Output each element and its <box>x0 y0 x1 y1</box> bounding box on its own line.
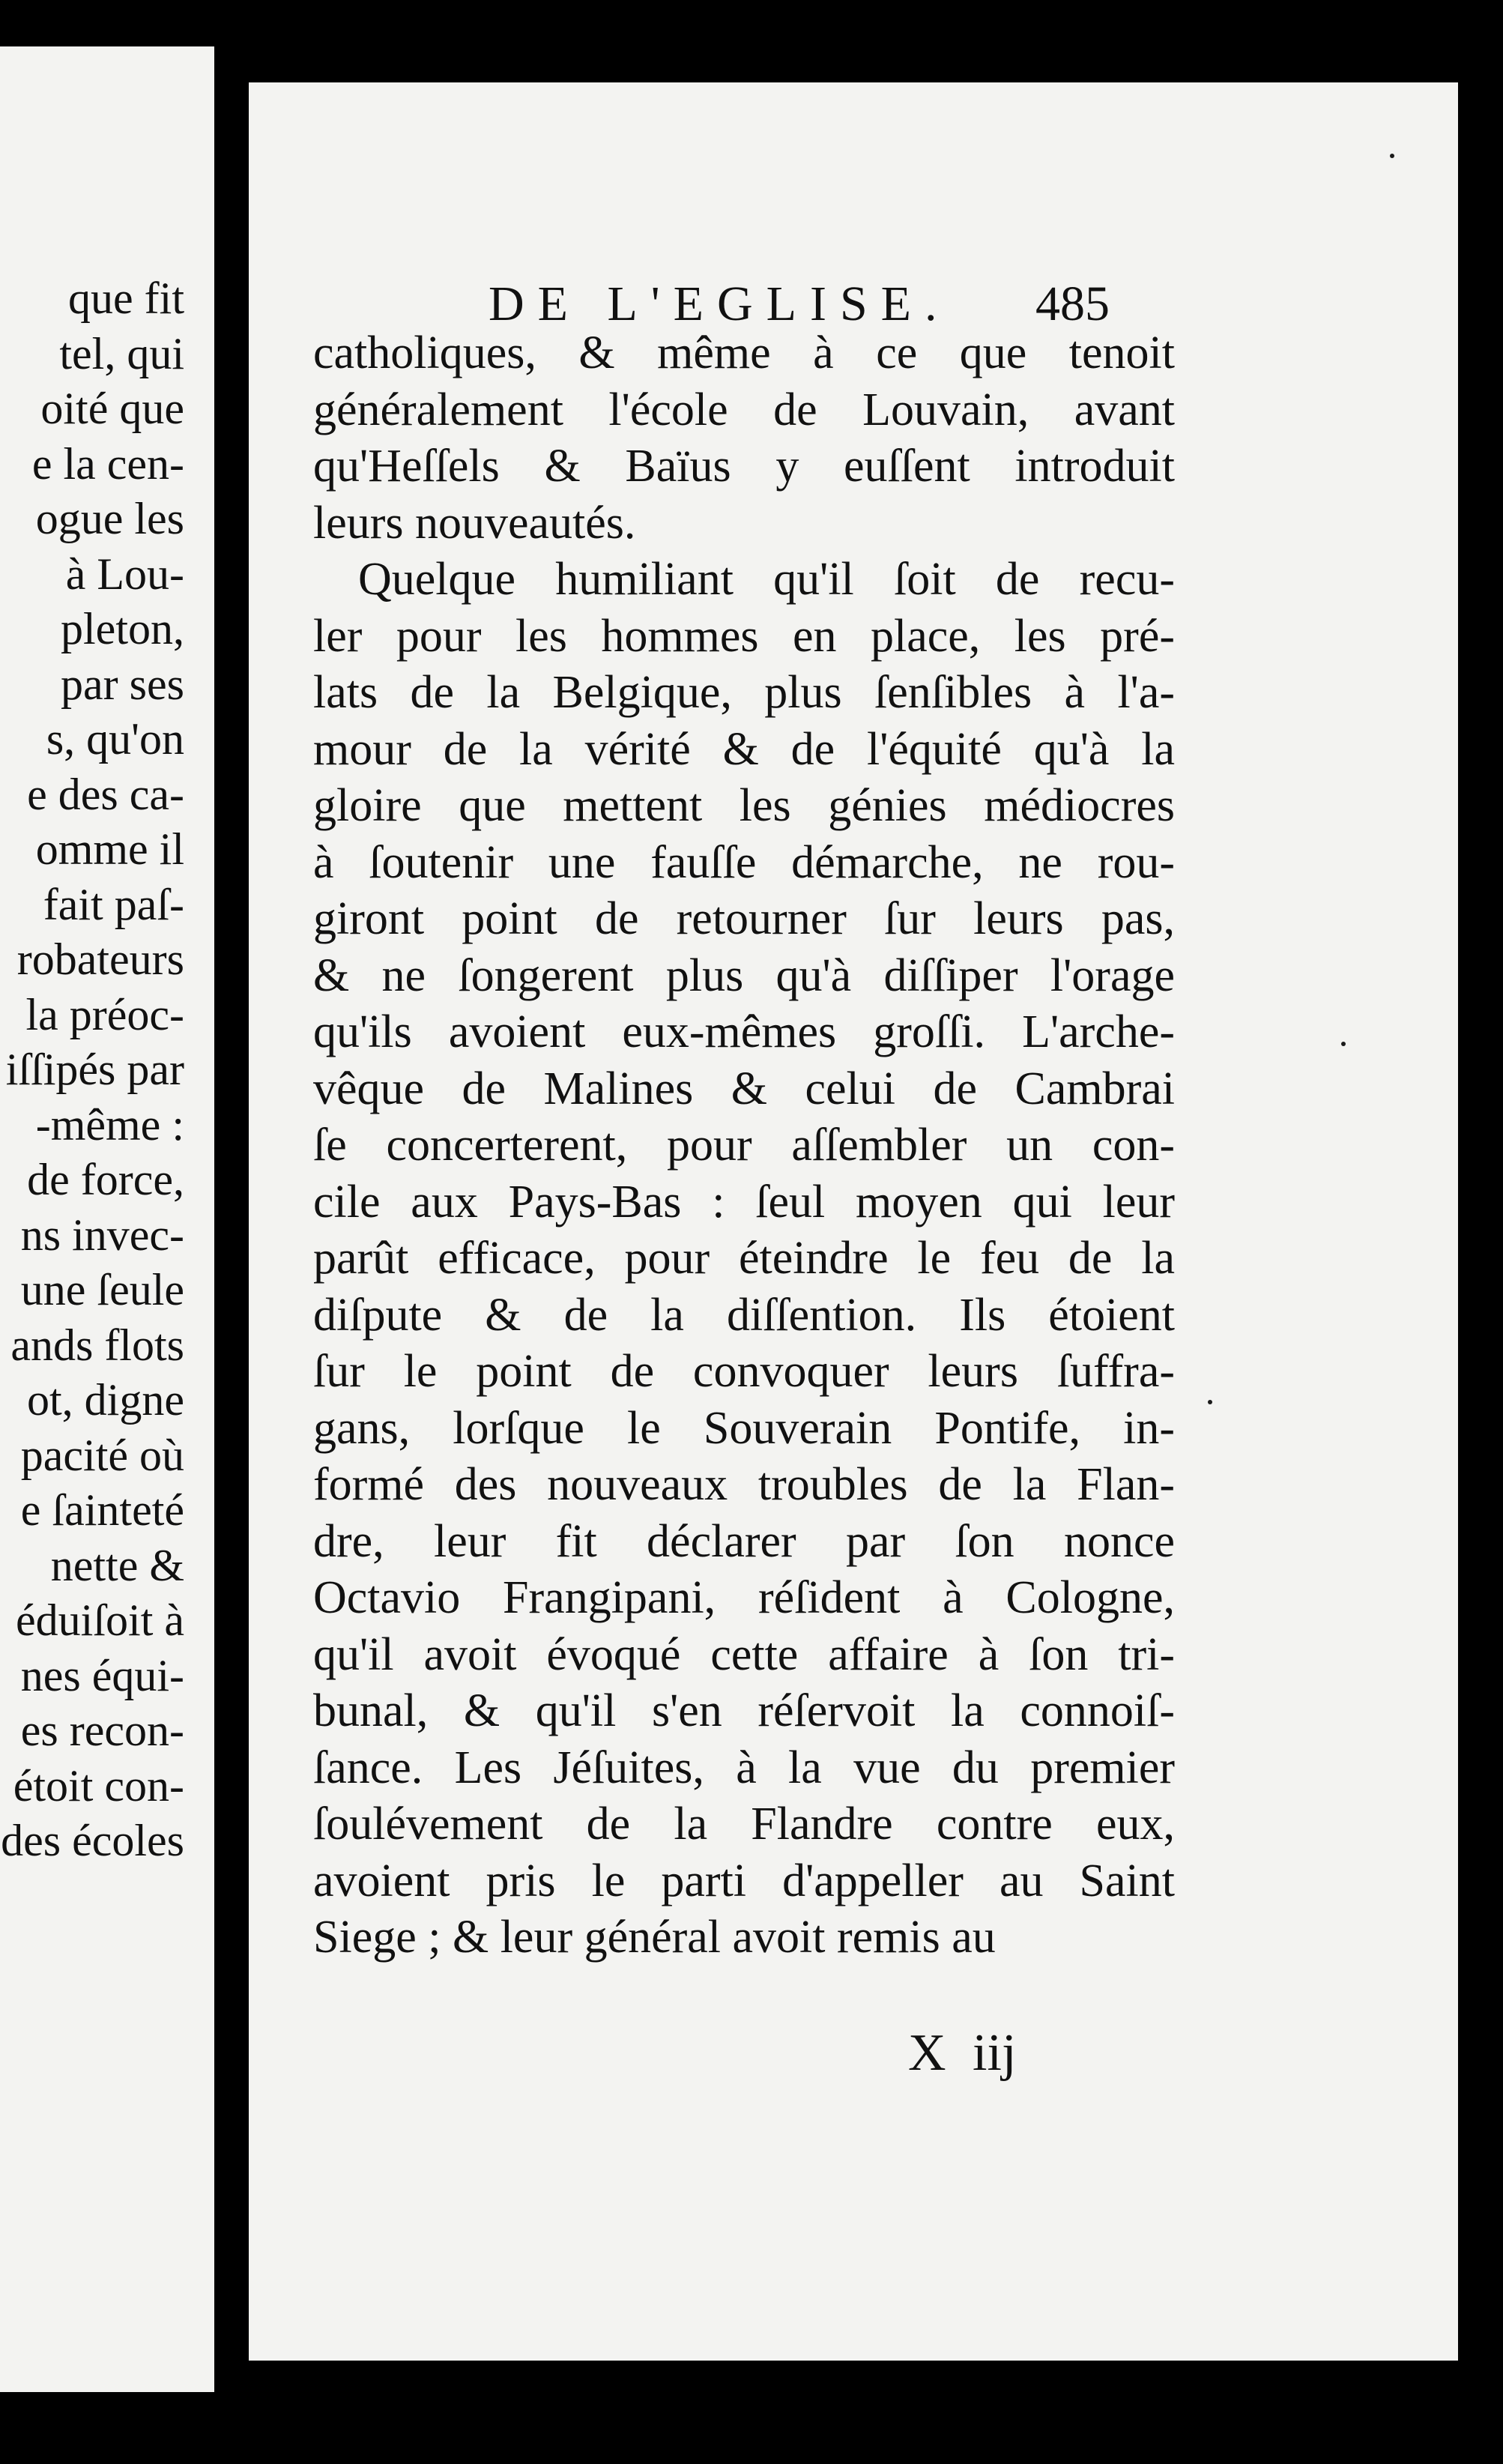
text-line: e ſainteté <box>20 1485 184 1535</box>
text-line: généralement l'école de Louvain, avant <box>313 384 1175 435</box>
text-line: par ses <box>61 659 184 709</box>
text-line: parût efficace, pour éteindre le feu de la <box>313 1233 1175 1284</box>
text-line: robateurs <box>16 934 184 984</box>
text-line: vêque de Malines & celui de Cambrai <box>313 1063 1175 1114</box>
text-line: Octavio Frangipani, réſident à Cologne, <box>313 1572 1175 1623</box>
text-line: oité que <box>40 384 184 433</box>
text-line: ler pour les hommes en place, les pré- <box>313 610 1175 662</box>
text-line: étoit con- <box>13 1760 184 1811</box>
text-line: pacité où <box>20 1430 184 1480</box>
text-line: s, qu'on <box>46 714 184 764</box>
text-line: bunal, & qu'il s'en réſervoit la connoiſ- <box>313 1685 1175 1736</box>
text-line: catholiques, & même à ce que tenoit <box>313 327 1175 378</box>
text-line: ſur le point de convoquer leurs ſuffra- <box>313 1346 1175 1397</box>
text-line: ſe concerterent, pour aſſembler un con- <box>313 1120 1175 1171</box>
text-line: ot, digne <box>27 1375 184 1425</box>
text-line: iſſipés par <box>5 1045 184 1094</box>
text-line: avoient pris le parti d'appeller au Saint <box>313 1855 1175 1906</box>
text-line: éduiſoit à <box>16 1595 184 1645</box>
left-page-fragment <box>0 46 214 2392</box>
text-line: qu'Heſſels & Baïus y euſſent introduit <box>313 441 1175 492</box>
text-line: cile aux Pays-Bas : ſeul moyen qui leur <box>313 1176 1175 1228</box>
text-line: Quelque humiliant qu'il ſoit de recu- <box>358 554 1175 605</box>
text-line: à ſoutenir une fauſſe démarche, ne rou- <box>313 836 1175 888</box>
text-line: omme il <box>35 824 184 874</box>
text-line: nes équi- <box>20 1650 184 1700</box>
text-line: que fit <box>68 274 184 323</box>
text-line: ogue les <box>35 494 184 543</box>
signature-mark: X iij <box>908 2024 1017 2082</box>
ink-speck <box>1341 1042 1346 1046</box>
text-line: nette & <box>50 1540 184 1590</box>
text-line: e des ca- <box>27 769 184 819</box>
text-line: tel, qui <box>59 328 184 378</box>
text-line: & ne ſongerent plus qu'à diſſiper l'orage <box>313 949 1175 1001</box>
text-line: pleton, <box>61 604 184 653</box>
text-line: diſpute & de la diſſention. Ils étoient <box>313 1289 1175 1341</box>
page-number: 485 <box>1035 277 1110 331</box>
text-line: ands flots <box>10 1320 184 1370</box>
text-line: es recon- <box>20 1706 184 1755</box>
text-line: fait paſ- <box>43 879 184 929</box>
text-line: qu'il avoit évoqué cette affaire à ſon tri- <box>313 1628 1175 1680</box>
ink-speck <box>1390 154 1394 158</box>
text-line: formé des nouveaux troubles de la Flan- <box>313 1459 1175 1510</box>
text-line: leurs nouveautés. <box>313 497 636 549</box>
text-line: ſance. Les Jéſuites, à la vue du premier <box>313 1742 1175 1793</box>
text-line: lats de la Belgique, plus ſenſibles à l'a- <box>313 667 1175 718</box>
text-line: à Lou- <box>65 549 184 599</box>
text-line: la préoc- <box>25 989 184 1039</box>
text-line: -même : <box>35 1099 184 1150</box>
ink-speck <box>1208 1400 1212 1404</box>
text-line: ſoulévement de la Flandre contre eux, <box>313 1799 1175 1849</box>
text-line: de force, <box>27 1155 184 1204</box>
text-line: mour de la vérité & de l'équité qu'à la <box>313 723 1175 775</box>
text-line: qu'ils avoient eux-mêmes groſſi. L'arche- <box>313 1006 1175 1057</box>
text-line: giront point de retourner ſur leurs pas, <box>313 893 1175 944</box>
text-line: gloire que mettent les génies médiocres <box>313 780 1175 831</box>
right-page <box>249 82 1458 2361</box>
text-line: une ſeule <box>20 1265 184 1314</box>
running-head: DE L'EGLISE. <box>489 277 951 331</box>
text-line: gans, lorſque le Souverain Pontife, in- <box>313 1402 1175 1454</box>
text-line: e la cen- <box>31 438 184 489</box>
text-line: des écoles <box>1 1816 184 1865</box>
text-line: dre, leur fit déclarer par ſon nonce <box>313 1515 1175 1567</box>
text-line: Siege ; & leur général avoit remis au <box>313 1912 996 1963</box>
text-line: ns invec- <box>20 1210 184 1260</box>
